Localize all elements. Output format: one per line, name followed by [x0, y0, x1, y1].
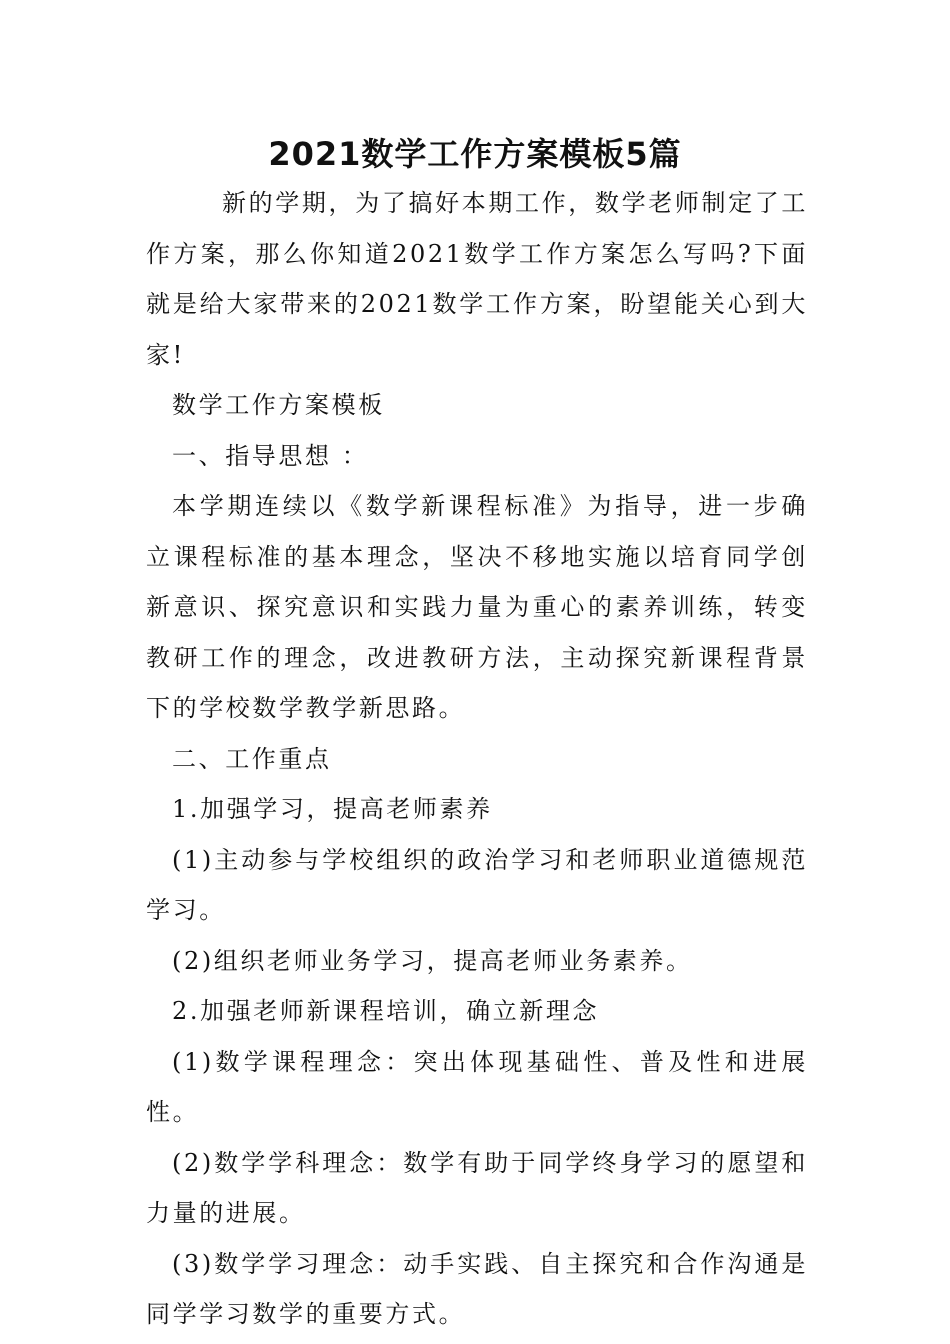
- item-2-1: (1)数学课程理念：突出体现基础性、普及性和进展性。: [146, 1047, 808, 1126]
- item-1-1: (1)主动参与学校组织的政治学习和老师职业道德规范学习。: [146, 845, 808, 924]
- item-1: 1.加强学习，提高老师素养: [172, 795, 493, 823]
- guiding-thought-paragraph: 本学期连续以《数学新课程标准》为指导，进一步确立课程标准的基本理念，坚决不移地实施以培育同学创新意识、探究意识和实践力量为重心的素养训练，转变教研工作的理念，改进教研方法，主动探究新课程背景下的学校数学教学新思路。: [146, 492, 808, 722]
- item-2-2: (2)数学学科理念：数学有助于同学终身学习的愿望和力量的进展。: [146, 1148, 808, 1227]
- document-body: [146, 178, 808, 1340]
- heading-work-focus: 二、工作重点: [172, 744, 332, 773]
- section-heading: 数学工作方案模板: [172, 391, 385, 419]
- document-title: 2021数学工作方案模板5篇: [268, 135, 682, 173]
- item-1-2: (2)组织老师业务学习，提高老师业务素养。: [172, 946, 693, 975]
- heading-guiding-thought: 一、指导思想 ：: [172, 441, 369, 470]
- intro-paragraph: 新的学期，为了搞好本期工作，数学老师制定了工作方案，那么你知道2021数学工作方案怎么写吗?下面就是给大家带来的2021数学工作方案，盼望能关心到大家!: [146, 189, 808, 369]
- item-2-3: (3)数学学习理念：动手实践、自主探究和合作沟通是同学学习数学的重要方式。: [146, 1249, 808, 1328]
- item-2: 2.加强老师新课程培训，确立新理念: [172, 997, 600, 1025]
